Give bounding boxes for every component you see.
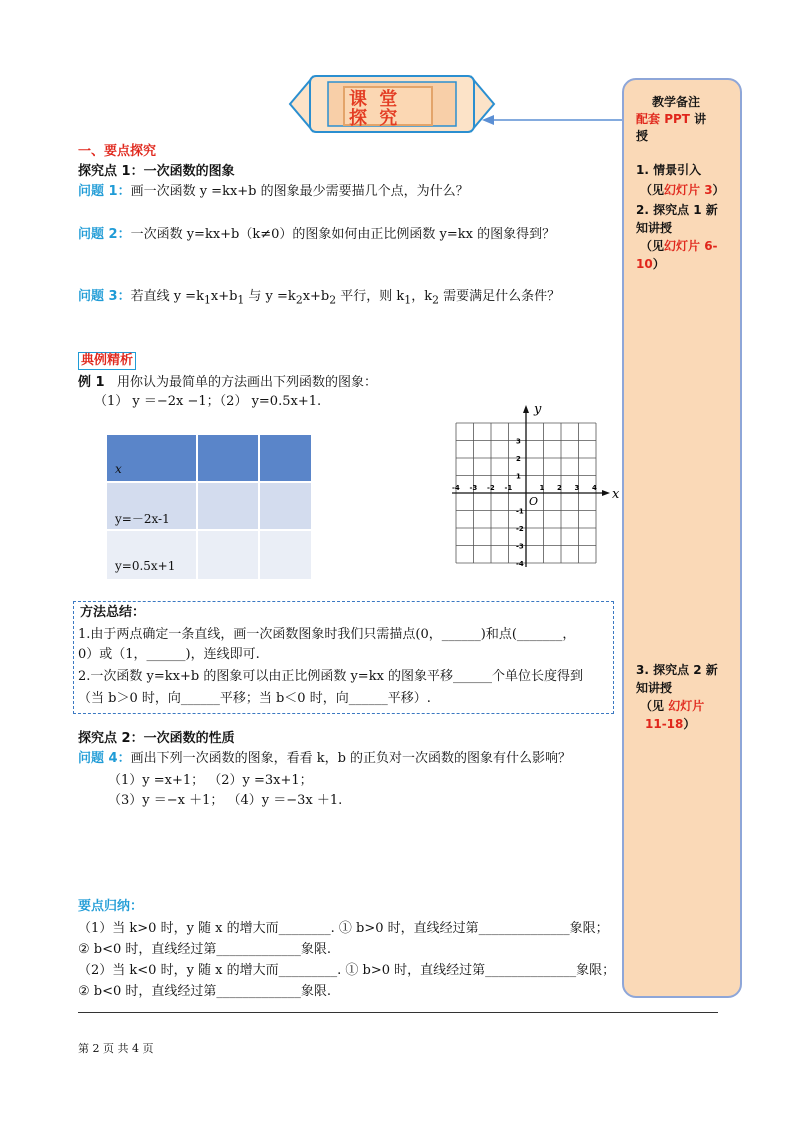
sidebar-line1: 配套 PPT 讲 bbox=[636, 112, 707, 126]
sidebar-line2: 授 bbox=[636, 129, 649, 143]
question-2: 问题 2：一次函数 y=kx+b（k≠0）的图象如何由正比例函数 y=kx 的图象得到？ bbox=[78, 227, 556, 242]
x-tick-label: -3 bbox=[469, 484, 478, 492]
sidebar-item2-b: 知讲授 bbox=[636, 221, 673, 235]
x-tick-label: 2 bbox=[557, 484, 562, 492]
question-1: 问题 1：画一次函数 y =kx+b 的图象最少需要描几个点，为什么？ bbox=[78, 184, 469, 199]
x-tick-label: 1 bbox=[539, 484, 545, 492]
value-table bbox=[107, 435, 311, 579]
page-number: 第 2 页 共 4 页 bbox=[78, 1042, 154, 1055]
y-tick-label: 3 bbox=[516, 437, 521, 446]
table-row-f1: y=－2x-1 bbox=[115, 512, 170, 526]
y-axis-label: y bbox=[534, 402, 542, 417]
summary-line-4: ② b<0 时，直线经过第_____________象限. bbox=[78, 984, 332, 999]
origin-label: O bbox=[529, 495, 539, 508]
summary-title: 要点归纳： bbox=[78, 899, 144, 914]
summary-line-3: （2）当 k<0 时，y 随 x 的增大而_________. ① b>0 时，直线经过第______________象限； bbox=[78, 963, 616, 978]
example-1-functions: （1） y ＝−2x −1；（2） y=0.5x+1. bbox=[94, 394, 322, 409]
sidebar-item3: 3. 探究点 2 新 bbox=[636, 663, 718, 677]
method-line-1: 1.由于两点确定一条直线，画一次函数图象时我们只需描点(0，______)和点(_______， bbox=[78, 627, 576, 642]
question-4: 问题 4：画出下列一次函数的图象，看看 k，b 的正负对一次函数的图象有什么影响？ bbox=[78, 751, 572, 766]
x-tick-label: 3 bbox=[574, 484, 580, 492]
explore2-title: 探究点 2：一次函数的性质 bbox=[78, 731, 235, 746]
summary-line-2: ② b<0 时，直线经过第_____________象限. bbox=[78, 942, 332, 957]
method-line-4: （当 b＞0 时，向______平移；当 b＜0 时，向______平移）. bbox=[78, 691, 431, 706]
method-title: 方法总结： bbox=[80, 605, 146, 620]
sidebar-heading: 教学备注 bbox=[652, 95, 701, 109]
sidebar-item3-ref: （见 幻灯片 bbox=[640, 699, 705, 713]
question-3: 问题 3：若直线 $y =k_1x+b_1$ 与 $y =k_2x+b_2$ 平行，则 $k_1$，$k_2$ 需要满足什么条件？ bbox=[78, 289, 561, 307]
y-tick-label: 2 bbox=[516, 455, 521, 463]
question-4-functions-b: （3）y ＝−x ＋1； （4）y ＝−3x ＋1. bbox=[108, 793, 343, 808]
sidebar-item2-ref: （见幻灯片 6- bbox=[640, 239, 718, 253]
y-tick-label: -3 bbox=[516, 542, 524, 551]
x-tick-label: -1 bbox=[504, 484, 513, 492]
y-arrow-icon bbox=[523, 405, 529, 413]
arrow-icon bbox=[480, 112, 625, 128]
y-tick-label: -2 bbox=[516, 525, 524, 533]
sidebar-item2-ref2: 10） bbox=[636, 257, 665, 271]
section-title: 一、要点探究 bbox=[78, 144, 157, 159]
sidebar-item3-b: 知讲授 bbox=[636, 681, 673, 695]
example-1: 例 1 用你认为最简单的方法画出下列函数的图象： bbox=[78, 375, 377, 390]
sidebar-item3-ref2: 11-18） bbox=[645, 717, 696, 731]
y-tick-label: 1 bbox=[516, 472, 521, 481]
method-line-2: 0）或（1，______)，连线即可. bbox=[78, 647, 260, 662]
footer-divider bbox=[78, 1012, 718, 1013]
sidebar-item1: 1. 情景引入 bbox=[636, 163, 702, 177]
example-tag: 典例精析 bbox=[78, 352, 136, 370]
table-row-f2: y=0.5x+1 bbox=[115, 559, 176, 573]
method-line-3: 2.一次函数 y=kx+b 的图象可以由正比例函数 y=kx 的图象平移______个单位长度得到 bbox=[78, 669, 584, 684]
x-tick-label: -2 bbox=[487, 484, 495, 492]
sidebar-item1-ref: （见幻灯片 3） bbox=[640, 183, 725, 197]
summary-line-1: （1）当 k>0 时，y 随 x 的增大而________. ① b>0 时，直线经过第______________象限； bbox=[78, 921, 609, 936]
x-arrow-icon bbox=[602, 490, 610, 496]
sidebar-item2: 2. 探究点 1 新 bbox=[636, 203, 718, 217]
explore1-title: 探究点 1：一次函数的图象 bbox=[78, 164, 235, 179]
x-axis-label: x bbox=[612, 487, 620, 502]
y-tick-label: -4 bbox=[516, 560, 524, 568]
coordinate-grid bbox=[448, 400, 618, 590]
question-4-functions-a: （1）y =x+1； （2）y =3x+1； bbox=[108, 773, 313, 788]
x-tick-label: 4 bbox=[592, 484, 597, 492]
table-header-x: x bbox=[115, 462, 122, 476]
banner-title: 课 堂 探 究 bbox=[343, 86, 433, 126]
x-tick-label: -4 bbox=[452, 484, 460, 492]
y-tick-label: -1 bbox=[516, 507, 524, 516]
